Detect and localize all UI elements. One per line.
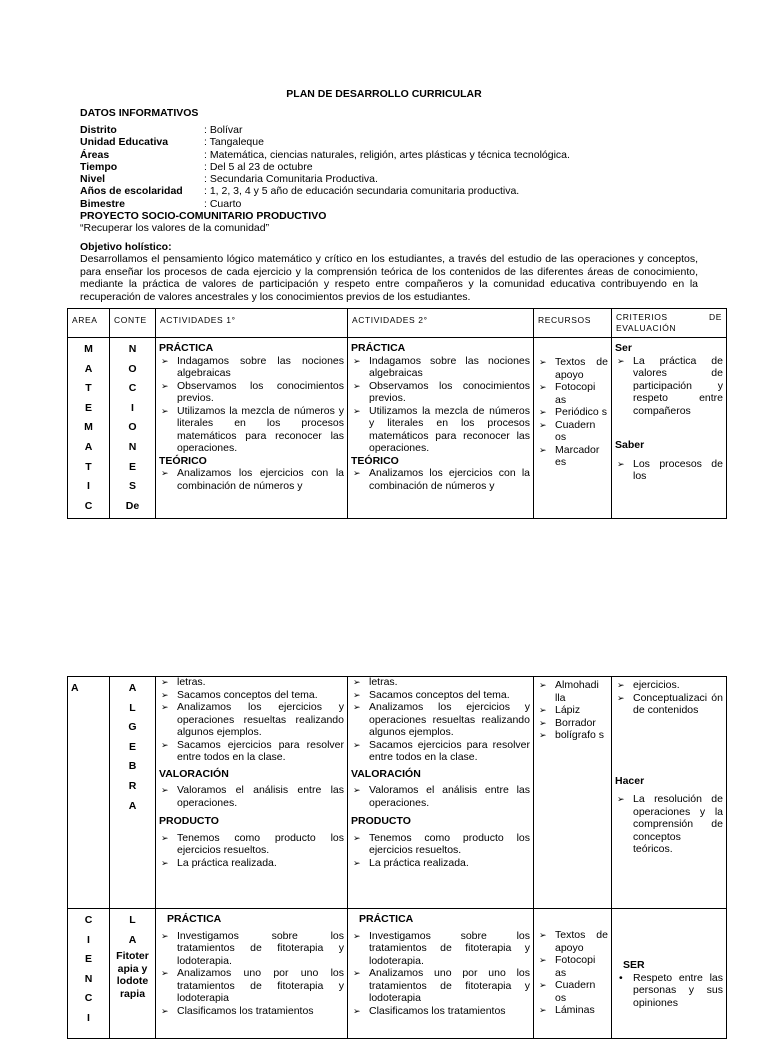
list-item: • Respeto entre las personas y sus opiniones	[615, 972, 723, 1010]
criterios-cell	[612, 909, 727, 1039]
list-item: ➢ Los procesos de los	[615, 458, 723, 483]
info-key: Unidad Educativa	[80, 136, 169, 149]
list-item: ➢ Indagamos sobre las nociones algebraicas	[159, 355, 344, 380]
info-row	[80, 173, 700, 185]
info-value: : Bolívar	[204, 124, 243, 136]
list-item: ➢ Analizamos los ejercicios y operaciones resueltas realizando algunos ejemplos.	[351, 701, 530, 739]
vertical-letter: N	[128, 343, 137, 355]
list-item: ➢ La resolución de operaciones y la comprensión de conceptos teóricos.	[615, 793, 723, 856]
actividades-2-cell	[348, 909, 534, 1039]
producto-heading: PRODUCTO	[159, 815, 219, 827]
valoracion-heading: VALORACIÓN	[159, 767, 229, 780]
info-value: : 1, 2, 3, 4 y 5 año de educación secundaria comunitaria productiva.	[204, 185, 520, 198]
list-item: ➢ La práctica realizada.	[351, 857, 530, 870]
vertical-letter: B	[128, 760, 137, 773]
list-item: ➢ Clasificamos los tratamientos	[351, 1005, 530, 1018]
vertical-letter: C	[128, 382, 137, 395]
saber-heading: Saber	[615, 439, 645, 451]
info-key: Áreas	[80, 148, 110, 161]
recursos-cell	[534, 338, 612, 519]
info-value: : Del 5 al 23 de octubre	[204, 160, 313, 173]
vertical-letter: A	[84, 362, 93, 375]
list-item: ➢ Utilizamos la mezcla de números y literales en los procesos matemáticos para reconocer las operaciones.	[351, 405, 530, 455]
teorico-heading: TEÓRICO	[351, 454, 399, 467]
list-item: ➢ Lápiz	[537, 704, 608, 717]
table-row	[68, 338, 727, 519]
list-item: ➢ Almohadi lla	[537, 679, 608, 704]
recursos-cell	[534, 909, 612, 1039]
header-actividades-2: ACTIVIDADES 2°	[348, 309, 534, 338]
list-item: ➢ Analizamos los ejercicios con la combinación de números y	[351, 467, 530, 492]
list-item: ➢ Tenemos como producto los ejercicios resueltos.	[159, 832, 344, 857]
document-title: PLAN DE DESARROLLO CURRICULAR	[286, 88, 482, 100]
list-item: ➢ Sacamos conceptos del tema.	[351, 689, 530, 702]
criterios-cell	[612, 338, 727, 519]
table-row	[68, 677, 727, 909]
list-item: ➢ bolígrafo s	[537, 729, 608, 742]
list-item: ➢ Valoramos el análisis entre las operaciones.	[351, 784, 530, 809]
contenido-text: Fitoter apia y lodote rapia	[116, 950, 149, 1000]
list-item: ➢ Sacamos ejercicios para resolver entre todos en la clase.	[159, 739, 344, 764]
area-cell	[68, 909, 110, 1039]
list-item: ➢ Clasificamos los tratamientos	[159, 1005, 344, 1018]
contenido-cell	[110, 338, 156, 519]
vertical-letter: A	[128, 682, 137, 694]
practica-heading: PRÁCTICA	[167, 913, 222, 925]
list-item: ➢ Analizamos uno por uno los tratamientos de fitoterapia y lodoterapia	[159, 967, 344, 1005]
info-key: Tiempo	[80, 160, 118, 173]
info-value: : Cuarto	[204, 197, 242, 210]
proyecto-text: “Recuperar los valores de la comunidad”	[80, 222, 270, 234]
info-key: Distrito	[80, 124, 117, 136]
objetivo-heading: Objetivo holístico:	[80, 241, 172, 253]
header-actividades-1: ACTIVIDADES 1°	[156, 309, 348, 338]
area-cell	[68, 677, 110, 909]
producto-heading: PRODUCTO	[351, 815, 411, 827]
vertical-letter: N	[128, 440, 137, 453]
list-item: ➢ Textos de apoyo	[537, 929, 608, 954]
info-list	[80, 124, 700, 210]
vertical-letter: C	[84, 992, 93, 1005]
list-item-continuation: ➢ letras.	[159, 676, 344, 689]
vertical-letter: I	[87, 480, 90, 493]
info-key: Bimestre	[80, 197, 125, 210]
list-item: ➢ Fotocopi as	[537, 954, 608, 979]
list-item: ➢ Utilizamos la mezcla de números y literales en los procesos matemáticos para reconocer las operaciones.	[159, 405, 344, 455]
vertical-letter: E	[128, 740, 136, 753]
list-item: ➢ Indagamos sobre las nociones algebraicas	[351, 355, 530, 380]
vertical-letter: C	[84, 914, 93, 926]
hacer-heading: Hacer	[615, 774, 645, 787]
vertical-letter: De	[125, 499, 140, 512]
info-row	[80, 161, 700, 173]
contenido-cell	[110, 677, 156, 909]
info-row	[80, 185, 700, 197]
list-item-continuation: ➢ ejercicios.	[615, 679, 723, 692]
vertical-letter: M	[84, 421, 93, 434]
ser-heading: Ser	[615, 342, 632, 354]
list-item: ➢ Investigamos sobre los tratamientos de fitoterapia y lodoterapia.	[159, 930, 344, 968]
vertical-letter: E	[128, 460, 136, 473]
vertical-letter: O	[128, 421, 137, 434]
info-row	[80, 124, 700, 136]
valoracion-heading: VALORACIÓN	[351, 767, 421, 780]
list-item: ➢ La práctica realizada.	[159, 857, 344, 870]
vertical-letter: I	[87, 933, 90, 946]
list-item-continuation: ➢ letras.	[351, 676, 530, 689]
vertical-letter: C	[84, 499, 93, 512]
actividades-1-cell	[156, 677, 348, 909]
header-area: AREA	[68, 309, 110, 338]
header-criterios: CRITERIOS DE EVALUACIÓN	[612, 309, 727, 338]
list-item: ➢ Marcador es	[537, 444, 608, 469]
area-cell	[68, 338, 110, 519]
plan-table-2	[67, 676, 727, 1039]
list-item: ➢ Borrador	[537, 717, 608, 730]
table-row	[68, 909, 727, 1039]
vertical-letter: L	[129, 914, 136, 926]
datos-heading: DATOS INFORMATIVOS	[80, 107, 199, 119]
list-item: ➢ Cuadern os	[537, 979, 608, 1004]
proyecto-heading: PROYECTO SOCIO-COMUNITARIO PRODUCTIVO	[80, 210, 327, 222]
actividades-2-cell	[348, 338, 534, 519]
practica-heading: PRÁCTICA	[351, 342, 406, 354]
vertical-letter: S	[128, 480, 136, 493]
header-recursos: RECURSOS	[534, 309, 612, 338]
actividades-1-cell	[156, 909, 348, 1039]
vertical-letter: R	[128, 779, 137, 792]
vertical-letter: E	[84, 401, 92, 414]
vertical-letter: L	[129, 701, 136, 714]
vertical-letter: A	[128, 933, 137, 946]
info-key: Nivel	[80, 173, 106, 186]
list-item: ➢ Sacamos ejercicios para resolver entre todos en la clase.	[351, 739, 530, 764]
vertical-letter: A	[84, 440, 93, 453]
vertical-letter: E	[84, 953, 92, 966]
list-item: ➢ Láminas	[537, 1004, 608, 1017]
info-row	[80, 136, 700, 148]
vertical-letter: N	[84, 972, 93, 985]
list-item: ➢ Conceptualizaci ón de contenidos	[615, 692, 723, 717]
recursos-cell	[534, 677, 612, 909]
list-item: ➢ Textos de apoyo	[537, 356, 608, 381]
ser-heading: SER	[623, 959, 645, 971]
info-key: Años de escolaridad	[80, 185, 183, 198]
list-item: ➢ Observamos los conocimientos previos.	[159, 380, 344, 405]
list-item: ➢ Periódico s	[537, 406, 608, 419]
info-value: : Tangaleque	[204, 136, 264, 149]
list-item: ➢ Fotocopi as	[537, 381, 608, 406]
list-item: ➢ Tenemos como producto los ejercicios resueltos.	[351, 832, 530, 857]
list-item: ➢ Analizamos los ejercicios y operaciones resueltas realizando algunos ejemplos.	[159, 701, 344, 739]
actividades-2-cell	[348, 677, 534, 909]
vertical-letter: I	[87, 1011, 90, 1024]
vertical-letter: T	[85, 460, 92, 473]
list-item: ➢ Cuadern os	[537, 419, 608, 444]
list-item: ➢ Analizamos los ejercicios con la combinación de números y	[159, 467, 344, 492]
list-item: ➢ Observamos los conocimientos previos.	[351, 380, 530, 405]
actividades-1-cell	[156, 338, 348, 519]
list-item: ➢ Sacamos conceptos del tema.	[159, 689, 344, 702]
vertical-letter: A	[71, 682, 79, 694]
list-item: ➢ Analizamos uno por uno los tratamientos de fitoterapia y lodoterapia	[351, 967, 530, 1005]
vertical-letter: I	[131, 401, 134, 414]
table-header-row	[68, 309, 727, 338]
header-conte: CONTE	[110, 309, 156, 338]
info-value: : Matemática, ciencias naturales, religión, artes plásticas y técnica tecnológica.	[204, 148, 570, 161]
plan-table-1	[67, 308, 727, 519]
contenido-cell	[110, 909, 156, 1039]
teorico-heading: TEÓRICO	[159, 454, 207, 467]
info-value: : Secundaria Comunitaria Productiva.	[204, 173, 378, 186]
criterios-cell	[612, 677, 727, 909]
list-item: ➢ La práctica de valores de participación y respeto entre compañeros	[615, 355, 723, 418]
practica-heading: PRÁCTICA	[159, 342, 214, 354]
vertical-letter: T	[85, 382, 92, 395]
vertical-letter: A	[128, 799, 137, 812]
vertical-letter: G	[128, 721, 137, 734]
info-row	[80, 149, 700, 161]
vertical-letter: M	[84, 343, 93, 355]
page-gap	[0, 530, 768, 676]
objetivo-text: Desarrollamos el pensamiento lógico matemático y crítico en los estudiantes, a través del estudio de las operaciones y conceptos, para enseñar los procesos de cada ejercicio y la comprensión teórica de los contenidos de las diferentes áreas de conocimiento, mediante la práctica de valores de participación y respeto entre compañeros y la comunidad educativa contribuyendo en la recuperación de valores ancestrales y los conocimientos previos de los estudiantes.	[80, 253, 698, 303]
vertical-letter: O	[128, 362, 137, 375]
list-item: ➢ Valoramos el análisis entre las operaciones.	[159, 784, 344, 809]
list-item: ➢ Investigamos sobre los tratamientos de fitoterapia y lodoterapia.	[351, 930, 530, 968]
info-row	[80, 198, 700, 210]
practica-heading: PRÁCTICA	[359, 913, 414, 925]
